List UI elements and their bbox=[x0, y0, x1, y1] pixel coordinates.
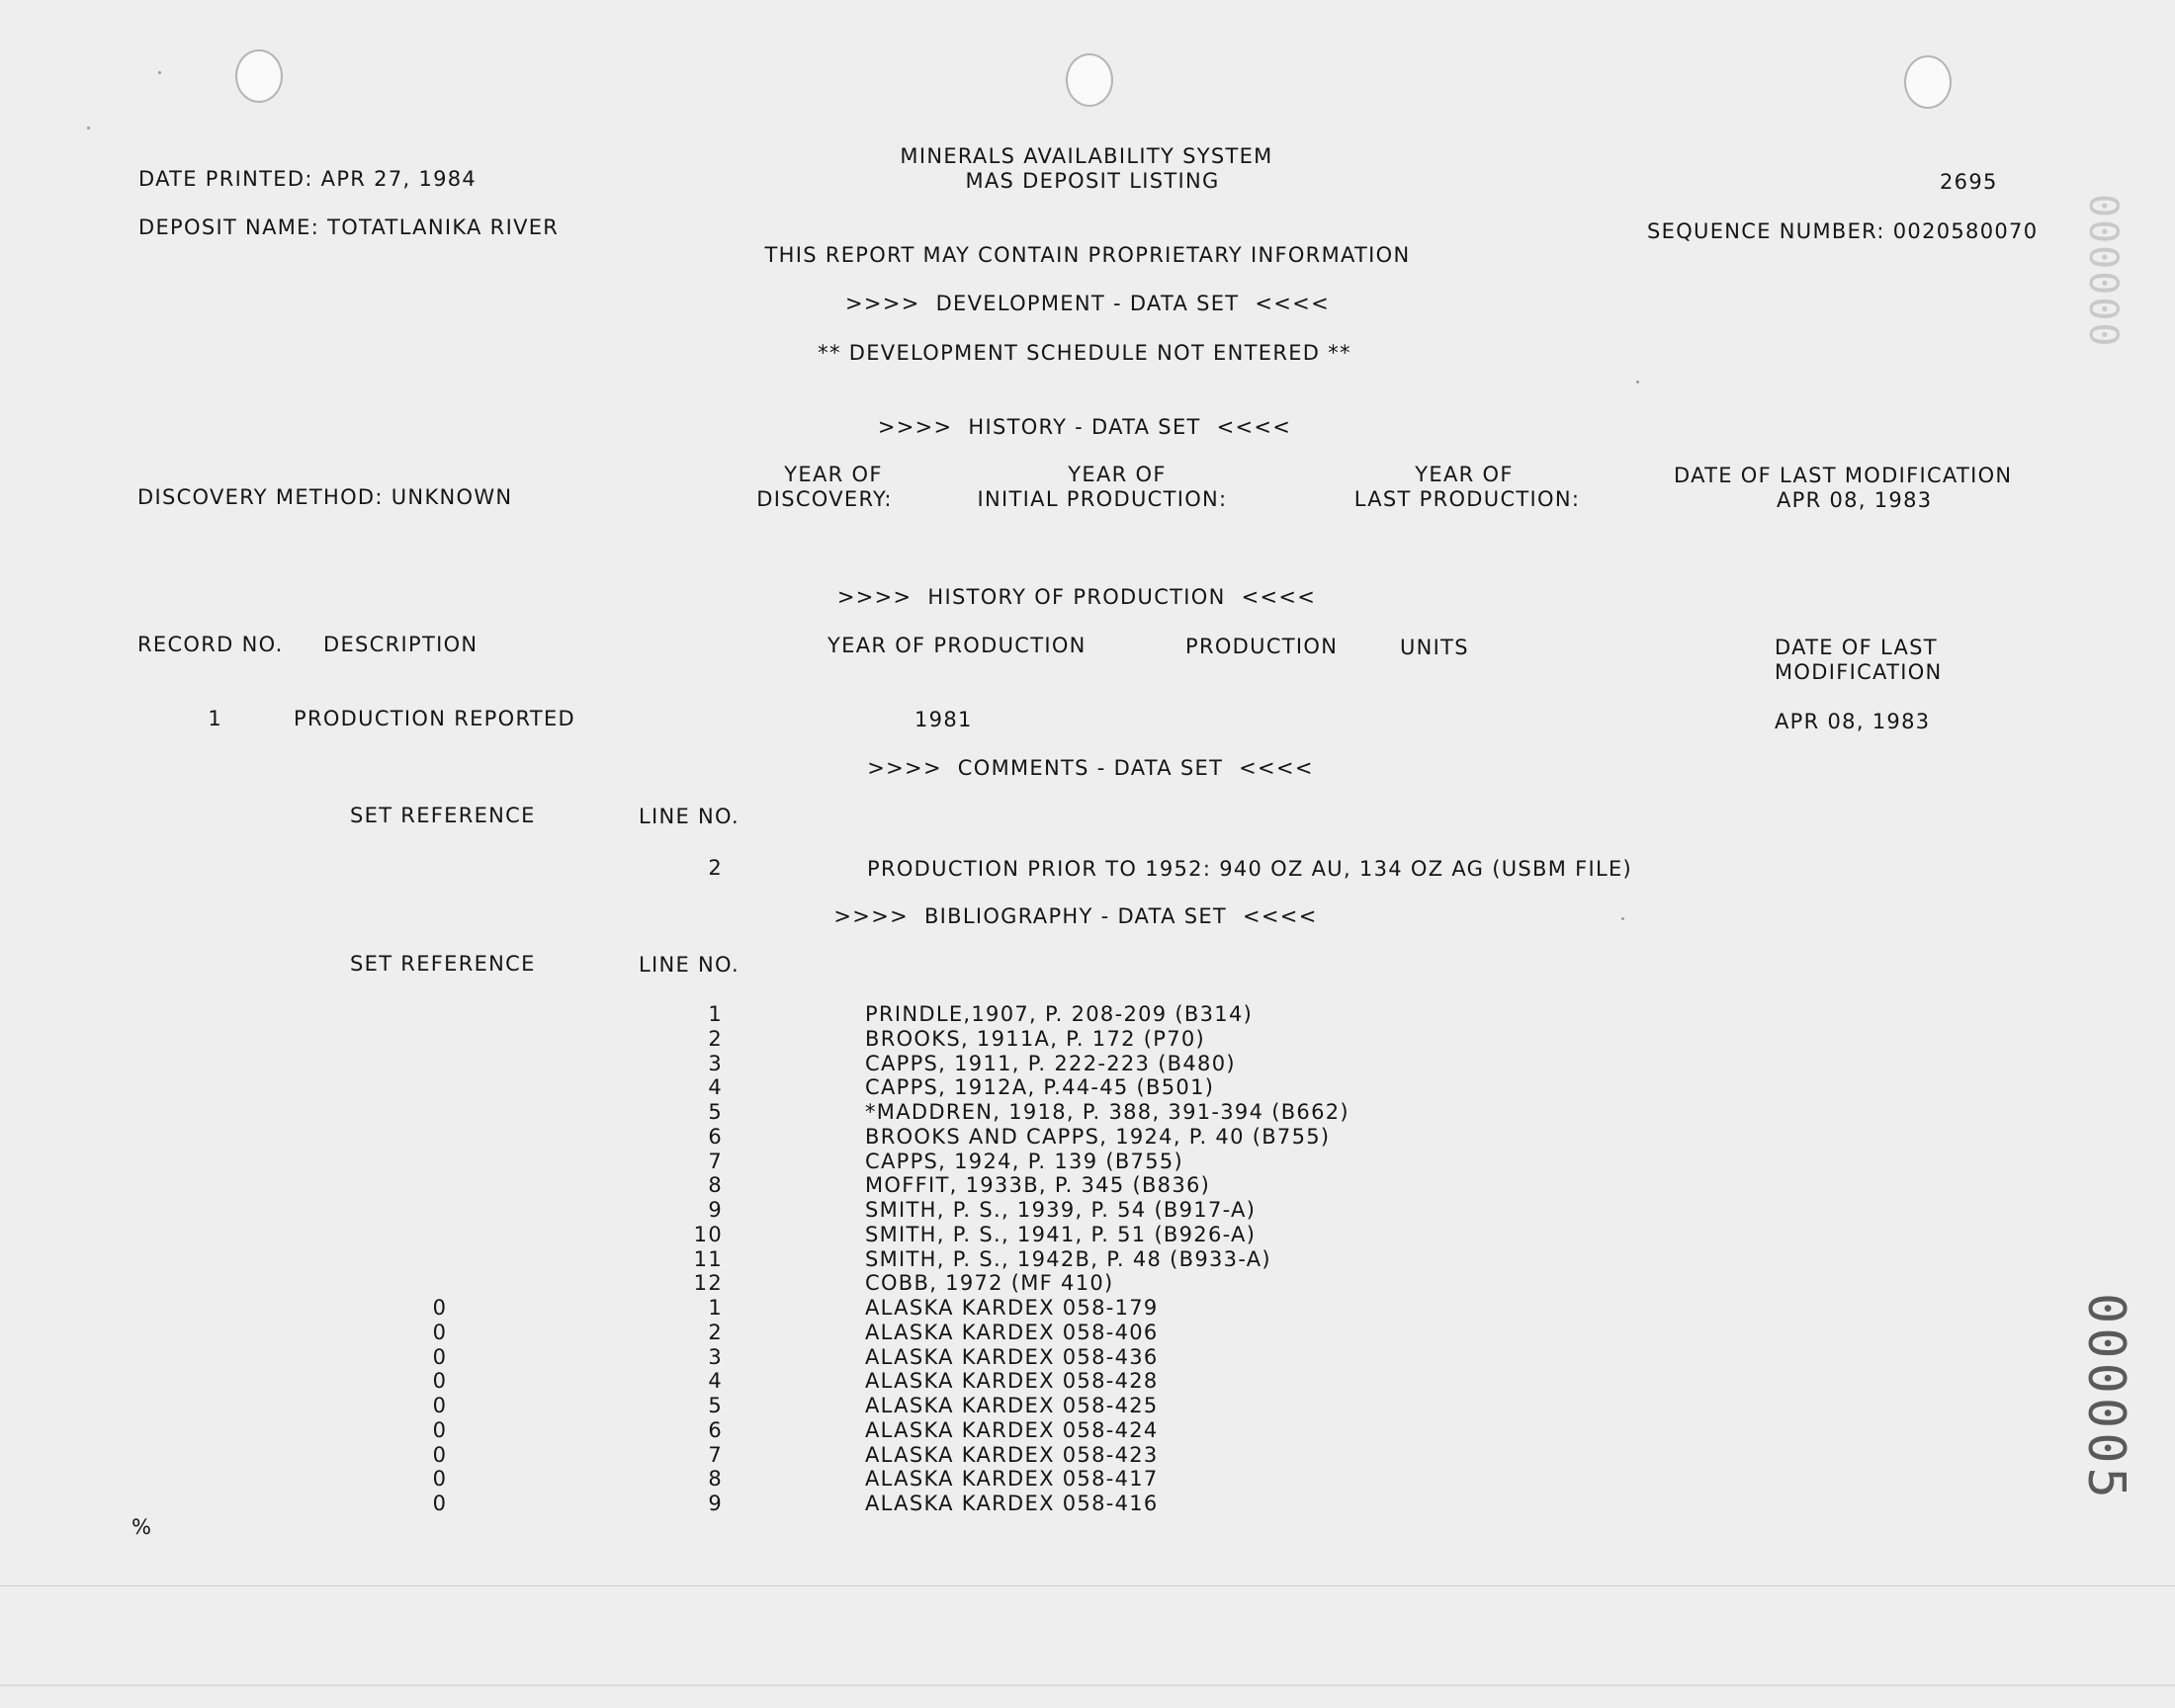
stray-mark bbox=[158, 71, 161, 74]
production-header-modification-line2: MODIFICATION bbox=[1775, 660, 1943, 684]
last-production-label-line2: LAST PRODUCTION: bbox=[1353, 487, 1581, 511]
listing-title: MAS DEPOSIT LISTING bbox=[965, 169, 1220, 193]
bibliography-entry: SMITH, P. S., 1939, P. 54 (B917-A) bbox=[865, 1198, 1257, 1222]
production-record-modification: APR 08, 1983 bbox=[1775, 710, 1931, 733]
bibliography-line-number: 6 bbox=[708, 1418, 723, 1442]
bibliography-line-number: 9 bbox=[708, 1492, 723, 1515]
bottom-edge-line bbox=[0, 1684, 2175, 1686]
comment-line-number: 2 bbox=[708, 856, 723, 880]
last-modification-label: DATE OF LAST MODIFICATION bbox=[1674, 464, 2013, 487]
bibliography-heading: >>>> BIBLIOGRAPHY - DATA SET <<<< bbox=[833, 904, 1318, 928]
bibliography-set-reference: 0 bbox=[432, 1443, 448, 1467]
proprietary-notice: THIS REPORT MAY CONTAIN PROPRIETARY INFORMATION bbox=[764, 243, 1411, 267]
bibliography-entry: ALASKA KARDEX 058-436 bbox=[865, 1345, 1159, 1369]
faint-frame-stamp: 000000 bbox=[2080, 194, 2126, 349]
date-printed: DATE PRINTED: APR 27, 1984 bbox=[138, 167, 478, 191]
bibliography-entry: ALASKA KARDEX 058-425 bbox=[865, 1394, 1159, 1417]
system-title: MINERALS AVAILABILITY SYSTEM bbox=[900, 144, 1273, 168]
bibliography-entry: PRINDLE,1907, P. 208-209 (B314) bbox=[865, 1002, 1254, 1026]
bibliography-entry: CAPPS, 1911, P. 222-223 (B480) bbox=[865, 1052, 1236, 1075]
bibliography-entry: CAPPS, 1924, P. 139 (B755) bbox=[865, 1150, 1184, 1173]
bibliography-line-number: 8 bbox=[708, 1173, 723, 1197]
bibliography-line-number: 11 bbox=[693, 1247, 723, 1271]
bibliography-set-reference: 0 bbox=[432, 1492, 448, 1515]
binder-hole-center bbox=[1066, 53, 1113, 107]
history-heading: >>>> HISTORY - DATA SET <<<< bbox=[877, 415, 1292, 439]
bibliography-header-set-reference: SET REFERENCE bbox=[350, 952, 536, 976]
production-header-description: DESCRIPTION bbox=[323, 633, 478, 656]
binder-hole-left bbox=[235, 49, 283, 103]
year-of-discovery-label-line1: YEAR OF bbox=[784, 463, 883, 486]
bibliography-entry: CAPPS, 1912A, P.44-45 (B501) bbox=[865, 1075, 1215, 1099]
year-of-discovery-label-line2: DISCOVERY: bbox=[756, 487, 893, 511]
bibliography-line-number: 3 bbox=[708, 1052, 723, 1075]
production-heading: >>>> HISTORY OF PRODUCTION <<<< bbox=[836, 585, 1317, 609]
bibliography-line-number: 6 bbox=[708, 1125, 723, 1149]
binder-hole-right bbox=[1904, 55, 1952, 109]
initial-production-label-line1: YEAR OF bbox=[1068, 463, 1167, 486]
bibliography-set-reference: 0 bbox=[432, 1418, 448, 1442]
bibliography-entry: COBB, 1972 (MF 410) bbox=[865, 1271, 1114, 1295]
development-status: ** DEVELOPMENT SCHEDULE NOT ENTERED ** bbox=[818, 341, 1351, 365]
comments-header-set-reference: SET REFERENCE bbox=[350, 804, 536, 827]
bibliography-entry: MOFFIT, 1933B, P. 345 (B836) bbox=[865, 1173, 1211, 1197]
production-record-year: 1981 bbox=[914, 708, 973, 731]
bibliography-entry: ALASKA KARDEX 058-424 bbox=[865, 1418, 1159, 1442]
bibliography-entry: SMITH, P. S., 1941, P. 51 (B926-A) bbox=[865, 1223, 1257, 1246]
production-header-record: RECORD NO. bbox=[137, 633, 284, 656]
production-record-description: PRODUCTION REPORTED bbox=[294, 707, 576, 730]
percent-mark: % bbox=[131, 1515, 153, 1539]
bibliography-set-reference: 0 bbox=[432, 1296, 448, 1320]
sequence-number: SEQUENCE NUMBER: 0020580070 bbox=[1647, 219, 2039, 243]
production-header-units: UNITS bbox=[1400, 636, 1469, 659]
bibliography-line-number: 10 bbox=[693, 1223, 723, 1246]
bibliography-line-number: 5 bbox=[708, 1394, 723, 1417]
bibliography-line-number: 2 bbox=[708, 1321, 723, 1344]
bibliography-entry: BROOKS, 1911A, P. 172 (P70) bbox=[865, 1027, 1206, 1051]
bibliography-set-reference: 0 bbox=[432, 1321, 448, 1344]
stray-mark bbox=[1621, 917, 1624, 920]
bibliography-header-line-no: LINE NO. bbox=[639, 953, 740, 977]
bibliography-line-number: 1 bbox=[708, 1002, 723, 1026]
deposit-name: DEPOSIT NAME: TOTATLANIKA RIVER bbox=[138, 215, 560, 239]
bibliography-entry: ALASKA KARDEX 058-423 bbox=[865, 1443, 1159, 1467]
discovery-method: DISCOVERY METHOD: UNKNOWN bbox=[137, 485, 513, 509]
production-header-modification-line1: DATE OF LAST bbox=[1775, 636, 1938, 659]
frame-stamp: 000005 bbox=[2076, 1293, 2135, 1502]
bibliography-entry: ALASKA KARDEX 058-416 bbox=[865, 1492, 1159, 1515]
bibliography-entry: SMITH, P. S., 1942B, P. 48 (B933-A) bbox=[865, 1247, 1271, 1271]
comments-heading: >>>> COMMENTS - DATA SET <<<< bbox=[867, 756, 1314, 780]
bibliography-line-number: 5 bbox=[708, 1100, 723, 1124]
bibliography-set-reference: 0 bbox=[432, 1467, 448, 1491]
bibliography-entry: ALASKA KARDEX 058-406 bbox=[865, 1321, 1159, 1344]
page-number: 2695 bbox=[1940, 170, 1998, 194]
bibliography-line-number: 8 bbox=[708, 1467, 723, 1491]
development-heading: >>>> DEVELOPMENT - DATA SET <<<< bbox=[845, 292, 1330, 315]
production-record-number: 1 bbox=[208, 707, 222, 730]
comments-header-line-no: LINE NO. bbox=[639, 805, 740, 828]
bibliography-entry: ALASKA KARDEX 058-179 bbox=[865, 1296, 1159, 1320]
initial-production-label-line2: INITIAL PRODUCTION: bbox=[977, 487, 1228, 511]
bibliography-entry: ALASKA KARDEX 058-428 bbox=[865, 1369, 1159, 1393]
bibliography-line-number: 1 bbox=[708, 1296, 723, 1320]
bibliography-entry: ALASKA KARDEX 058-417 bbox=[865, 1467, 1159, 1491]
last-production-label-line1: YEAR OF bbox=[1415, 463, 1514, 486]
production-header-production: PRODUCTION bbox=[1185, 635, 1339, 658]
bibliography-line-number: 3 bbox=[708, 1345, 723, 1369]
bibliography-line-number: 7 bbox=[708, 1150, 723, 1173]
bibliography-set-reference: 0 bbox=[432, 1345, 448, 1369]
bibliography-set-reference: 0 bbox=[432, 1369, 448, 1393]
comment-text: PRODUCTION PRIOR TO 1952: 940 OZ AU, 134 OZ AG (USBM FILE) bbox=[867, 857, 1633, 881]
bibliography-set-reference: 0 bbox=[432, 1394, 448, 1417]
bibliography-line-number: 4 bbox=[708, 1075, 723, 1099]
bottom-edge-line bbox=[0, 1585, 2175, 1586]
bibliography-entry: *MADDREN, 1918, P. 388, 391-394 (B662) bbox=[865, 1100, 1349, 1124]
last-modification-date: APR 08, 1983 bbox=[1777, 488, 1933, 512]
bibliography-line-number: 4 bbox=[708, 1369, 723, 1393]
bibliography-line-number: 7 bbox=[708, 1443, 723, 1467]
stray-mark bbox=[87, 127, 90, 129]
bibliography-line-number: 12 bbox=[693, 1271, 723, 1295]
bibliography-line-number: 9 bbox=[708, 1198, 723, 1222]
bibliography-entry: BROOKS AND CAPPS, 1924, P. 40 (B755) bbox=[865, 1125, 1331, 1149]
production-header-year: YEAR OF PRODUCTION bbox=[827, 634, 1087, 657]
bibliography-line-number: 2 bbox=[708, 1027, 723, 1051]
stray-mark bbox=[1636, 381, 1639, 384]
